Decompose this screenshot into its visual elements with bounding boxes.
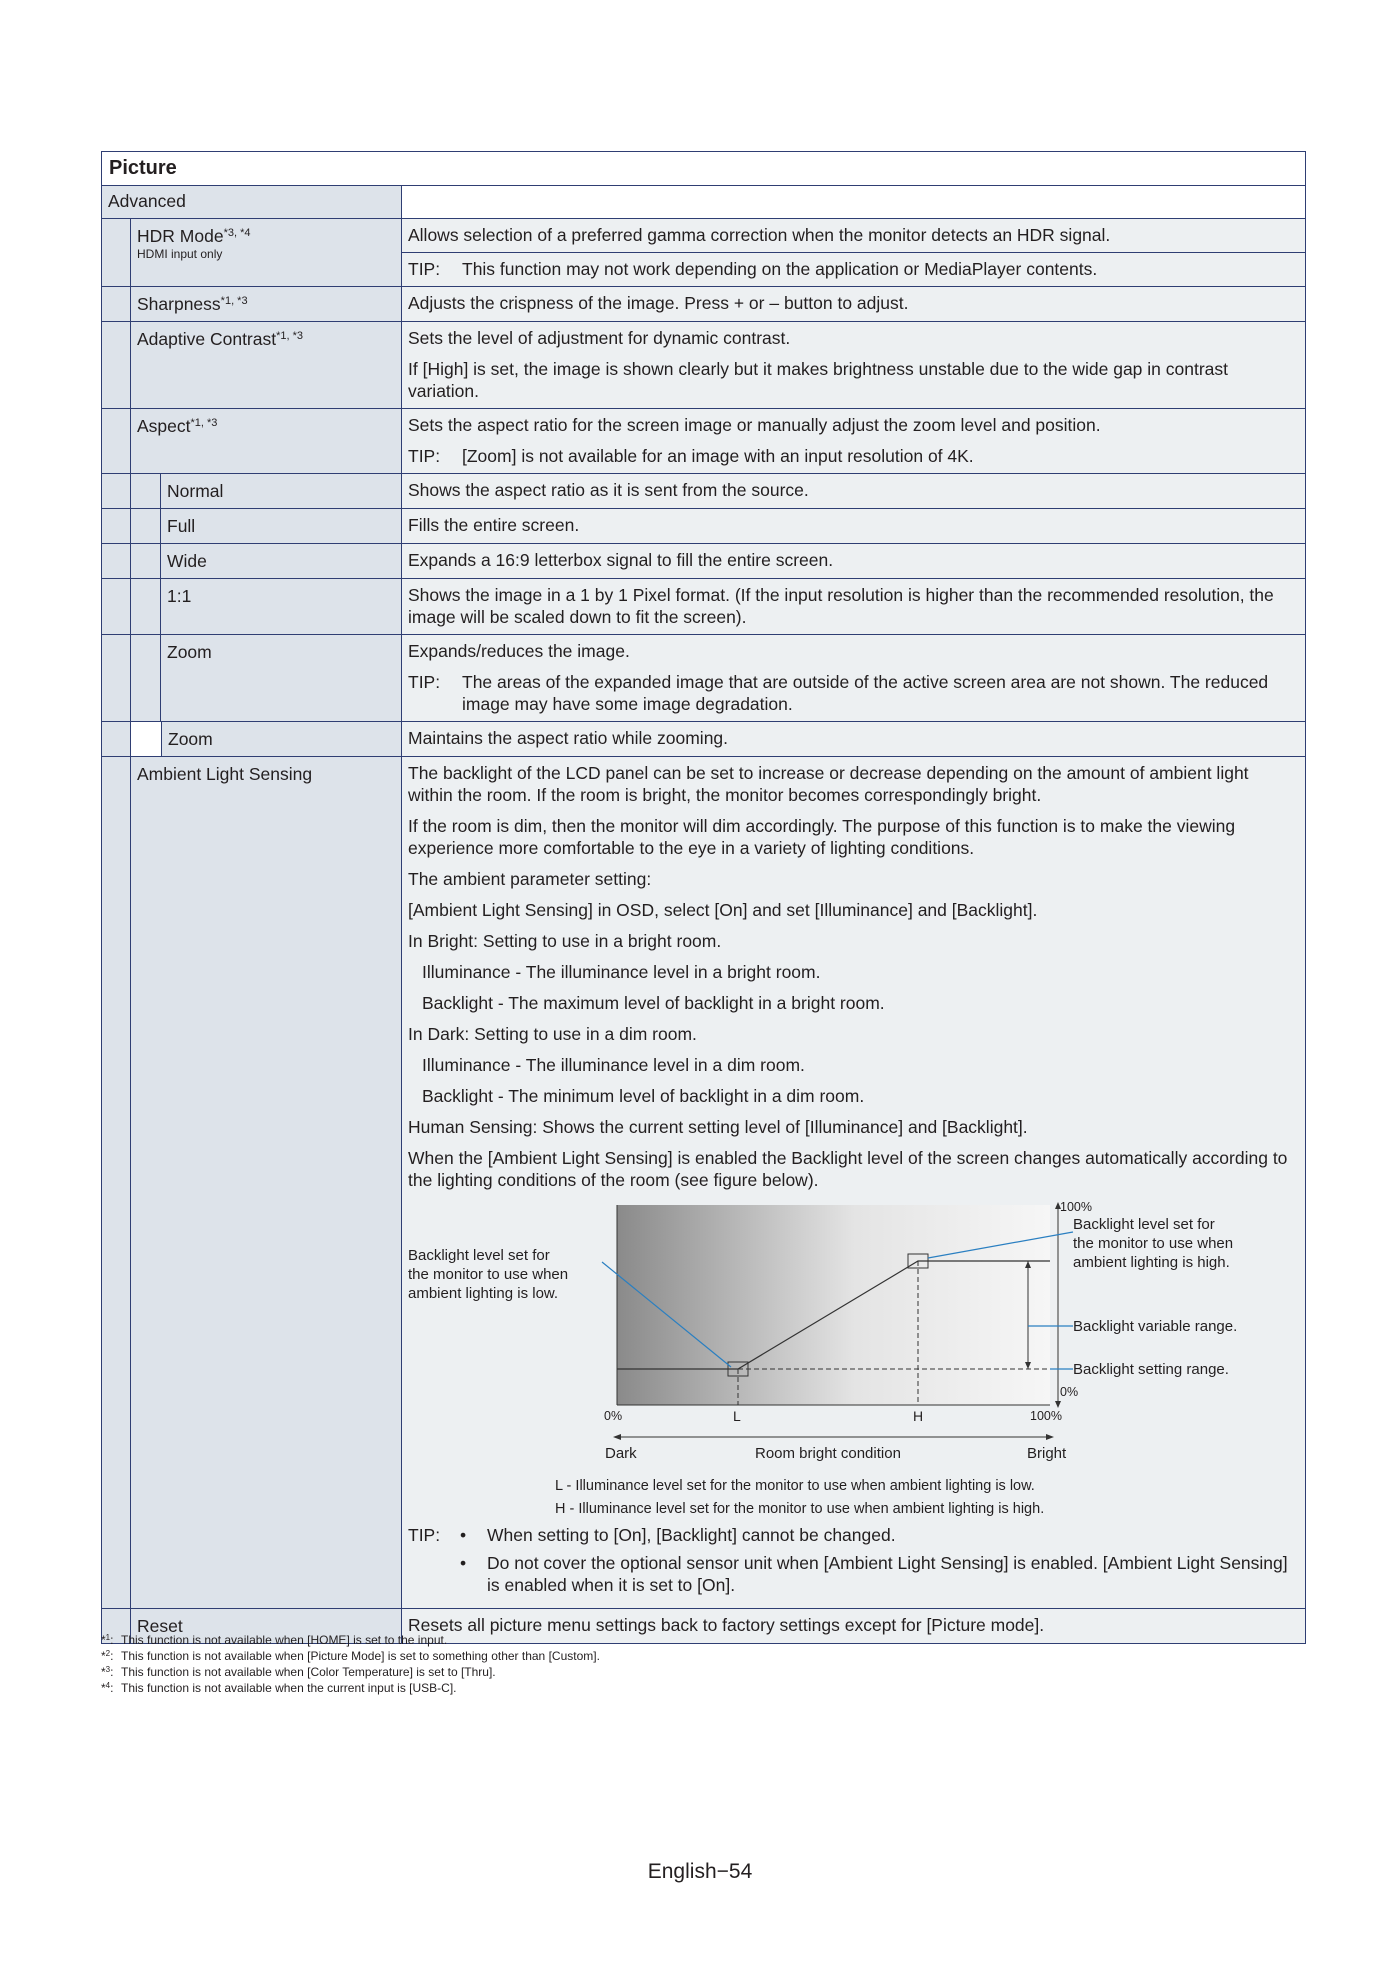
footnote: *$^4$: This function is not available when the current input is [USB-C]. (101, 1681, 457, 1695)
normal-label: Normal (161, 474, 401, 508)
footnotes (101, 1632, 600, 1696)
y-bottom-label: 0% (1060, 1385, 1079, 1399)
row-aspect-full (102, 509, 1305, 544)
aspect-desc: Sets the aspect ratio for the screen image or manually adjust the zoom level and position. TIP: [Zoom] is not available for an image with an input resolution of 4K. (402, 409, 1305, 473)
hdr-mode-tip: TIP: This function may not work depending on the application or MediaPlayer contents. (408, 259, 1098, 279)
aspect-tip: TIP: [Zoom] is not available for an image with an input resolution of 4K. (408, 446, 974, 466)
legend-h: H - Illuminance level set for the monitor to use when ambient lighting is high. (555, 1501, 1045, 1517)
reset-label: Reset (131, 1609, 401, 1643)
footnote: *$^2$: This function is not available when [Picture Mode] is set to something other than [Custom]. (101, 1649, 600, 1663)
dark-label: Dark (605, 1445, 637, 1462)
x-left-label: 0% (604, 1409, 623, 1423)
backlight-diagram (408, 1200, 1288, 1520)
hdr-mode-label: HDR Mode$^{*3, *4}$ HDMI input only (131, 219, 401, 286)
row-aspect-1to1 (102, 579, 1305, 635)
zoom-sub-desc: Maintains the aspect ratio while zooming. (402, 722, 1305, 756)
bright-label: Bright (1027, 1445, 1067, 1462)
row-aspect-zoom (102, 635, 1305, 722)
row-aspect (102, 409, 1305, 474)
full-label: Full (161, 509, 401, 543)
zoom-sub-label: Zoom (161, 722, 401, 756)
x-h-label: H (913, 1408, 924, 1424)
one-to-one-desc: Shows the image in a 1 by 1 Pixel format. (If the input resolution is higher than the recommended resolution, the image will be scaled down to fit the screen). (402, 579, 1305, 634)
zoom-label: Zoom (161, 635, 401, 721)
row-hdr-mode (102, 219, 1305, 287)
row-ambient-light-sensing (102, 757, 1305, 1609)
ambient-label: Ambient Light Sensing (131, 757, 401, 1608)
right-callout-3: ambient lighting is high. (1073, 1254, 1230, 1271)
zoom-desc: Expands/reduces the image. TIP: The areas of the expanded image that are outside of the active screen area are not shown. The reduced image may have some image degradation. (402, 635, 1305, 721)
full-desc: Fills the entire screen. (402, 509, 1305, 543)
x-right-label: 100% (1030, 1409, 1062, 1423)
advanced-label: Advanced (102, 186, 401, 218)
normal-desc: Shows the aspect ratio as it is sent from the source. (402, 474, 1305, 508)
y-top-label: 100% (1060, 1200, 1092, 1214)
left-callout-3: ambient lighting is low. (408, 1285, 559, 1302)
ambient-tip: TIP: • When setting to [On], [Backlight] cannot be changed. • Do not cover the optional sensor unit when [Ambient Light Sensing] is enabled. [Ambient Light Sensing] is enabled when it is set to [On]. (408, 1524, 1296, 1602)
section-title: Picture (102, 152, 1305, 186)
backlight-figure (408, 1200, 1288, 1520)
reset-desc: Resets all picture menu settings back to factory settings except for [Picture mode]. (402, 1609, 1305, 1643)
right-callout-2: the monitor to use when (1073, 1235, 1234, 1252)
ambient-desc: The backlight of the LCD panel can be set to increase or decrease depending on the amount of ambient light within the room. If the room is bright, the monitor becomes correspondingly bright. If the room is dim, then the monitor will dim accordingly. The purpose of this function is to make the viewing experience more comfortable to the eye in a variety of lighting conditions. The ambient parameter setting: [Ambient Light Sensing] in OSD, select [On] and set [Illuminance] and [Backlight]. In Bright: Setting to use in a bright room. Illuminance - The illuminance level in a bright room. Backlight - The maximum level of backlight in a bright room. In Dark: Setting to use in a dim room. Illuminance - The illuminance level in a dim room. Backlight - The minimum level of backlight in a dim room. Human Sensing: Shows the current setting level of [Illuminance] and [Backlight]. When the [Ambient Light Sensing] is enabled the Backlight level of the screen changes automatically according to the lighting conditions of the room (see figure below). Backlight level set for the monitor to use when ambient lighting is low. Backlight level set for the monitor to use when ambient lighting is high. Backlight variable range. Backlight setting range. 100% 0% 0% L H 100% Dark Room bright condition Bright L - Illuminance level set for the monitor to use when ambient lighting is low. H - Illuminance level set for the monitor to use when ambient lighting is high. TIP: • When setting to [On], [Backlight] cannot be changed. • Do not cover the optional sensor unit when [Ambient Light Sensing] is enabled. [Ambient Light Sensing] is enabled when it is set to [On]. (402, 757, 1305, 1608)
row-aspect-normal (102, 474, 1305, 509)
aspect-label: Aspect$^{*1, *3}$ (131, 409, 401, 473)
left-callout-1: Backlight level set for (408, 1247, 550, 1264)
footnote: *$^3$: This function is not available when [Color Temperature] is set to [Thru]. (101, 1665, 496, 1679)
ambient-tip-item: • When setting to [On], [Backlight] cannot be changed. (460, 1525, 896, 1545)
footnote: *$^1$: This function is not available when [HOME] is set to the input. (101, 1633, 448, 1647)
legend-l: L - Illuminance level set for the monitor to use when ambient lighting is low. (555, 1478, 1035, 1494)
picture-table (101, 151, 1306, 1644)
right-callout-1: Backlight level set for (1073, 1216, 1215, 1233)
row-advanced (102, 186, 1305, 219)
wide-desc: Expands a 16:9 letterbox signal to fill the entire screen. (402, 544, 1305, 578)
sharpness-label: Sharpness$^{*1, *3}$ (131, 287, 401, 321)
row-adaptive-contrast (102, 322, 1305, 409)
one-to-one-label: 1:1 (161, 579, 401, 634)
row-aspect-wide (102, 544, 1305, 579)
setting-range-label: Backlight setting range. (1073, 1361, 1229, 1378)
x-l-label: L (733, 1408, 741, 1424)
adaptive-contrast-desc: Sets the level of adjustment for dynamic contrast. If [High] is set, the image is shown clearly but it makes brightness unstable due to the wide gap in contrast variation. (402, 322, 1305, 408)
left-callout-2: the monitor to use when (408, 1266, 569, 1283)
wide-label: Wide (161, 544, 401, 578)
zoom-tip: TIP: The areas of the expanded image that are outside of the active screen area are not shown. The reduced image may have some image degradation. (408, 672, 1269, 714)
hdr-mode-sublabel: HDMI input only (137, 247, 223, 261)
page-number: English−54 (647, 1860, 753, 1883)
hdr-mode-desc: Allows selection of a preferred gamma correction when the monitor detects an HDR signal. (402, 219, 1305, 253)
ambient-tip-item: • Do not cover the optional sensor unit when [Ambient Light Sensing] is enabled. [Ambient Light Sensing] is enabled when it is set to [On]. (460, 1553, 1288, 1595)
plot-area (617, 1205, 1050, 1405)
adaptive-contrast-label: Adaptive Contrast$^{*1, *3}$ (131, 322, 401, 408)
row-zoom-sub (102, 722, 1305, 757)
row-sharpness (102, 287, 1305, 322)
sharpness-desc: Adjusts the crispness of the image. Press + or – button to adjust. (402, 287, 1305, 321)
room-label: Room bright condition (755, 1445, 901, 1462)
variable-range-label: Backlight variable range. (1073, 1318, 1238, 1335)
